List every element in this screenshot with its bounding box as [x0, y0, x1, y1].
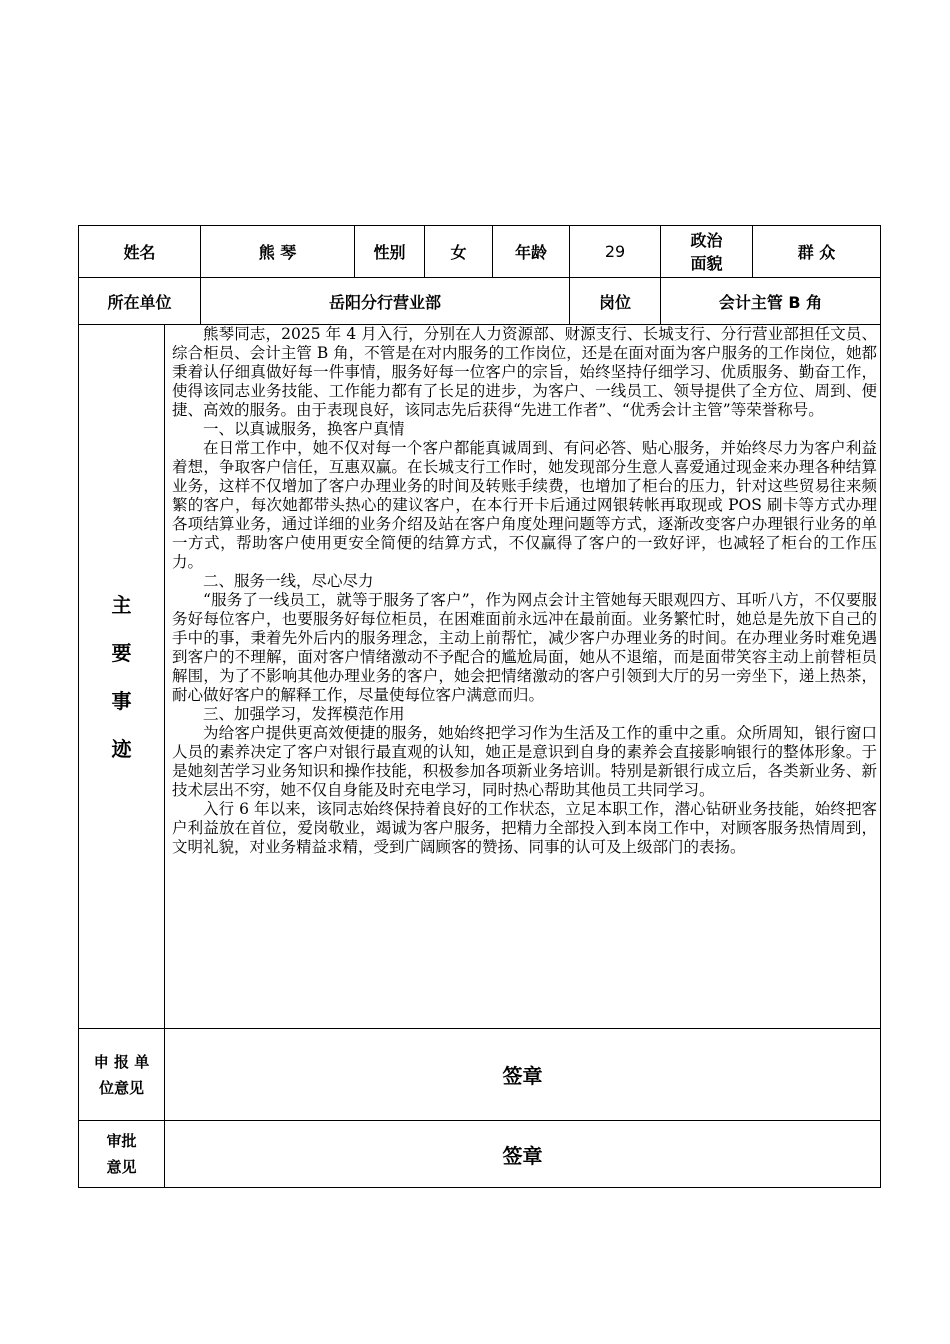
gender-label: 性别 — [355, 226, 425, 278]
name-label: 姓名 — [79, 226, 201, 278]
unit-label: 所在单位 — [79, 278, 201, 325]
unit-value: 岳阳分行营业部 — [201, 278, 570, 325]
section-heading: 三、加强学习，发挥模范作用 — [203, 705, 405, 723]
section-paragraph: 为给客户提供更高效便捷的服务，她始终把学习作为生活及工作的重中之重。众所周知，银行窗口人员的素养决定了客户对银行最直观的认知，她正是意识到自身的素养会直接影响银行的整体形象。于是她刻苦学习业务知识和操作技能，积极参加各项新业务培训。特别是新银行成立后，各类新业务、新技术层出不穷，她不仅自身能及时充电学习，同时热心帮助其他员工共同学习。 — [172, 724, 878, 799]
main-deeds-char: 事 — [111, 688, 132, 713]
approve-row — [79, 1121, 881, 1188]
main-deeds-text — [165, 325, 880, 857]
approve-stamp: 签章 — [502, 1143, 543, 1168]
main-deeds-label — [79, 325, 165, 1029]
approve-label-line1: 审批 — [106, 1132, 137, 1150]
basic-info-row — [79, 226, 881, 278]
main-deeds-char: 迹 — [111, 736, 132, 761]
political-label-line1: 政治 — [690, 230, 723, 250]
main-deeds-char: 主 — [111, 592, 132, 617]
approve-label-line2: 意见 — [106, 1158, 137, 1176]
main-deeds-row — [79, 325, 881, 1029]
age-label: 年龄 — [493, 226, 570, 278]
declare-label-line2: 位意见 — [98, 1078, 144, 1097]
approve-stamp-cell — [165, 1121, 881, 1188]
section-heading: 一、以真诚服务，换客户真情 — [203, 420, 405, 438]
main-deeds-char: 要 — [111, 640, 132, 665]
section-paragraph: 在日常工作中，她不仅对每一个客户都能真诚周到、有问必答、贴心服务，并始终尽力为客户利益着想，争取客户信任，互惠双赢。在长城支行工作时，她发现部分生意人喜爱通过现金来办理各种结算业务，这样不仅增加了客户办理业务的时间及转账手续费，也增加了柜台的压力，针对这些贸易往来频繁的客户，每次她都带头热心的建议客户，在本行开卡后通过网银转帐再取现或 POS 刷卡等方式办理各项结算业务，通过详细的业务介绍及站在客户角度处理问题等方式，逐渐改变客户办理银行业务的单一方式，帮助客户使用更安全简便的结算方式，不仅赢得了客户的一致好评，也减轻了柜台的工作压力。 — [172, 439, 878, 571]
unit-row — [79, 278, 881, 325]
political-value: 群 众 — [753, 226, 881, 278]
section-heading: 二、服务一线，尽心尽力 — [203, 572, 374, 590]
employee-deeds-form — [78, 225, 881, 1188]
declare-row — [79, 1029, 881, 1121]
name-value: 熊 琴 — [201, 226, 355, 278]
main-deeds-content — [165, 325, 881, 1029]
gender-value: 女 — [425, 226, 493, 278]
post-value: 会计主管 B 角 — [661, 278, 881, 325]
age-value: 29 — [570, 226, 661, 278]
political-label — [661, 226, 753, 278]
declare-stamp-cell — [165, 1029, 881, 1121]
declare-stamp: 签章 — [502, 1064, 543, 1088]
approve-label — [79, 1121, 165, 1188]
political-label-line2: 面貌 — [690, 253, 723, 273]
declare-label-line1: 申 报 单 — [93, 1052, 150, 1071]
section-paragraph: “服务了一线员工，就等于服务了客户”，作为网点会计主管她每天眼观四方、耳听八方，不仅要服务好每位客户，也要服务好每位柜员，在困难面前永远冲在最前面。业务繁忙时，她总是先放下自己的手中的事，秉着先外后内的服务理念，主动上前帮忙，减少客户办理业务的时间。在办理业务时难免遇到客户的不理解，面对客户情绪激动不予配合的尴尬局面，她从不退缩，而是面带笑容主动上前替柜员解围，为了不影响其他办理业务的客户，她会把情绪激动的客户引领到大厅的另一旁坐下，递上热茶，耐心做好客户的解释工作，尽量使每位客户满意而归。 — [172, 591, 878, 704]
closing-paragraph: 入行 6 年以来，该同志始终保持着良好的工作状态，立足本职工作，潜心钻研业务技能，始终把客户利益放在首位，爱岗敬业，竭诚为客户服务，把精力全部投入到本岗工作中，对顾客服务热情周到，文明礼貌，对业务精益求精，受到广阔顾客的赞扬、同事的认可及上级部门的表扬。 — [172, 800, 878, 856]
intro-paragraph: 熊琴同志，2025 年 4 月入行，分别在人力资源部、财源支行、长城支行、分行营业部担任文员、综合柜员、会计主管 B 角，不管是在对内服务的工作岗位，还是在面对面为客户服务的工作岗位，她都秉着认仔细真做好每一件事情，服务好每一位客户的宗旨，始终坚持仔细学习、优质服务、勤奋工作，使得该同志业务技能、工作能力都有了长足的进步，为客户、一线员工、领导提供了全方位、周到、便捷、高效的服务。由于表现良好，该同志先后获得“先进工作者”、“优秀会计主管”等荣誉称号。 — [172, 325, 878, 419]
declare-label — [79, 1029, 165, 1121]
post-label: 岗位 — [570, 278, 661, 325]
